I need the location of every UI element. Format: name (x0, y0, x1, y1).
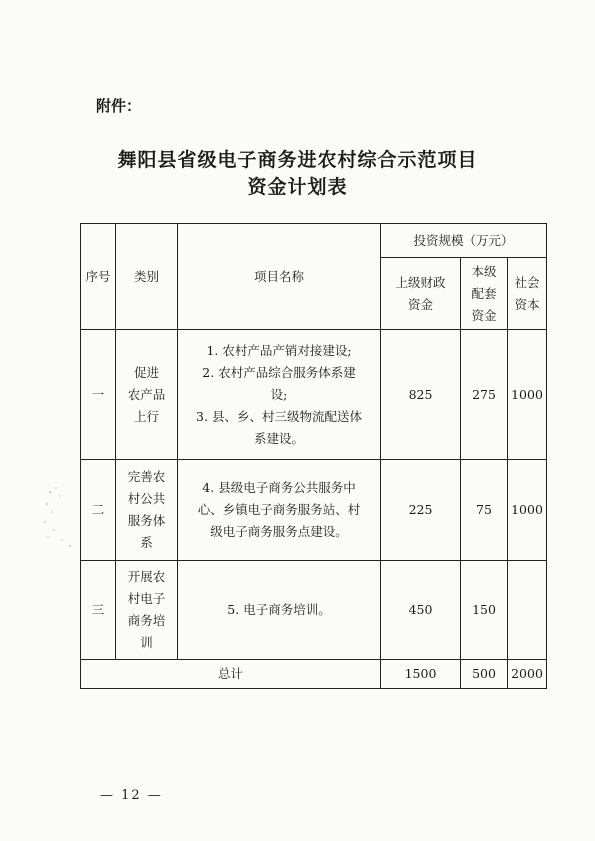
row-no: 一 (81, 330, 116, 460)
row-superior-funds: 450 (381, 561, 461, 660)
total-row (81, 660, 547, 689)
row-superior-funds: 225 (381, 460, 461, 561)
attachment-label: 附件： (96, 97, 142, 115)
header-local-funds: 本级 配套 资金 (461, 258, 508, 330)
row-social-capital (508, 561, 547, 660)
row-superior-funds: 825 (381, 330, 461, 460)
header-superior-funds: 上级财政 资金 (381, 258, 461, 330)
fund-plan-table (80, 223, 547, 689)
row-local-funds: 275 (461, 330, 508, 460)
row-social-capital: 1000 (508, 460, 547, 561)
document-subtitle: 资金计划表 (247, 176, 348, 198)
row-local-funds: 75 (461, 460, 508, 561)
row-no: 三 (81, 561, 116, 660)
table-row (81, 561, 547, 660)
row-local-funds: 150 (461, 561, 508, 660)
header-investment: 投资规模（万元） (381, 224, 547, 258)
row-category: 完善农 村公共 服务体 系 (116, 460, 178, 561)
row-project-items: 4. 县级电子商务公共服务中 心、乡镇电子商务服务站、村 级电子商务服务点建设。 (178, 460, 381, 561)
row-social-capital: 1000 (508, 330, 547, 460)
header-project-name: 项目名称 (178, 224, 381, 330)
total-local-funds: 500 (461, 660, 508, 689)
total-social-capital: 2000 (508, 660, 547, 689)
header-category: 类别 (116, 224, 178, 330)
total-label: 总计 (81, 660, 381, 689)
table-row (81, 460, 547, 561)
header-row-top (81, 224, 547, 258)
table-row (81, 330, 547, 460)
document-title: 舞阳县省级电子商务进农村综合示范项目 (117, 149, 478, 171)
row-category: 开展农 村电子 商务培 训 (116, 561, 178, 660)
row-category: 促进 农产品 上行 (116, 330, 178, 460)
total-superior-funds: 1500 (381, 660, 461, 689)
row-no: 二 (81, 460, 116, 561)
page-number: — 12 — (100, 788, 163, 803)
row-project-items: 1. 农村产品产销对接建设; 2. 农村产品综合服务体系建 设; 3. 县、乡、村三级物流配送体 系建设。 (178, 330, 381, 460)
header-no: 序号 (81, 224, 116, 330)
row-project-items: 5. 电子商务培训。 (178, 561, 381, 660)
header-social-capital: 社会 资本 (508, 258, 547, 330)
